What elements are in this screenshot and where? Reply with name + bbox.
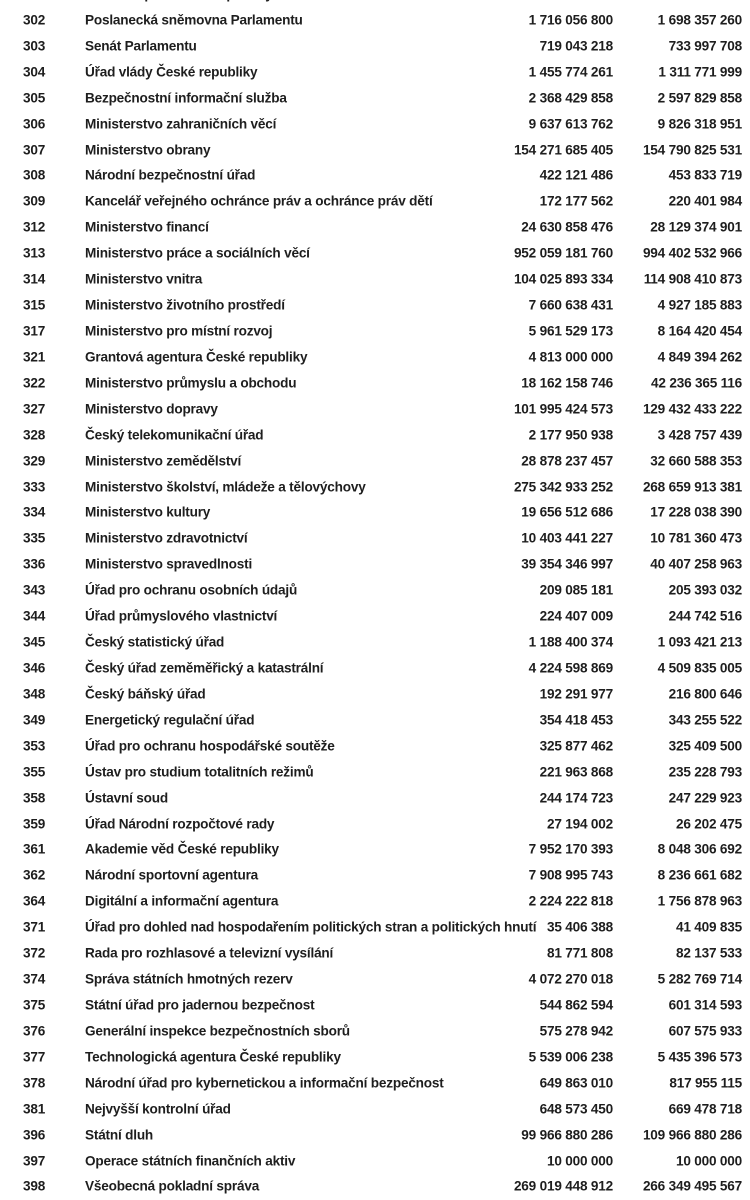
table-row [0,785,750,811]
chapter-number: 359 [23,816,46,832]
amount-column-1: 7 660 638 431 [528,297,613,313]
amount-column-1: 81 771 808 [546,945,613,961]
table-row [0,188,750,214]
organization-name: Národní sportovní agentura [85,867,259,883]
amount-column-2: 601 314 593 [668,997,742,1013]
chapter-number: 322 [23,375,46,391]
amount-column-1: 104 025 893 334 [513,271,613,287]
chapter-number: 345 [23,634,46,650]
amount-column-1: 1 455 774 261 [528,64,613,80]
organization-name: Poslanecká sněmovna Parlamentu [85,12,303,28]
amount-column-1: 952 059 181 760 [513,245,613,261]
table-row [0,655,750,681]
organization-name: Energetický regulační úřad [85,712,255,728]
amount-column-2: 817 955 115 [669,1075,742,1091]
amount-column-2: 268 659 913 381 [642,479,742,495]
amount-column-2: 4 509 835 005 [657,660,742,676]
chapter-number: 381 [23,1101,46,1117]
amount-column-2: 1 756 878 963 [657,893,742,909]
amount-column-2: 9 826 318 951 [657,116,742,132]
amount-column-2: 607 575 933 [668,1023,742,1039]
table-row [0,137,750,163]
organization-name: Úřad pro ochranu osobních údajů [85,582,298,598]
organization-name: Ministerstvo práce a sociálních věcí [85,245,310,261]
table-row [0,474,750,500]
amount-column-1: 39 354 346 997 [521,556,613,572]
chapter-number: 375 [23,997,46,1013]
organization-name: Národní bezpečnostní úřad [85,167,256,183]
amount-column-2: 10 000 000 [675,1153,742,1169]
chapter-number: 364 [23,893,46,909]
chapter-number: 397 [23,1153,46,1169]
amount-column-2: 1 698 357 260 [657,12,742,28]
table-row [0,500,750,526]
organization-name: Ministerstvo dopravy [85,401,218,417]
clipped-top-row [0,0,750,7]
organization-name: Grantová agentura České republiky [85,349,308,365]
amount-column-2: 343 255 522 [668,712,742,728]
organization-name: Úřad vlády České republiky [85,64,258,80]
amount-column-1: 4 813 000 000 [528,349,613,365]
table-row [0,759,750,785]
table-row [0,448,750,474]
amount-column-1: 2 368 429 858 [528,90,613,106]
amount-column-2: 40 407 258 963 [650,556,742,572]
organization-name: Operace státních finančních aktiv [85,1153,296,1169]
amount-column-2: 1 311 771 999 [658,64,742,80]
chapter-number: 355 [23,764,46,780]
amount-column-1: 172 177 562 [539,193,613,209]
table-row [0,888,750,914]
table-row [0,111,750,137]
chapter-number: 317 [23,323,46,339]
chapter-number: 344 [23,608,46,624]
organization-name: Ministerstvo pro místní rozvoj [85,323,273,339]
chapter-number: 358 [23,790,46,806]
amount-column-1: 354 418 453 [539,712,613,728]
amount-column-1: 28 878 237 457 [521,453,613,469]
organization-name: Rada pro rozhlasové a televizní vysílání [85,945,334,961]
amount-column-2: 114 908 410 873 [643,271,742,287]
table-row [0,318,750,344]
amount-column-2: 32 660 588 353 [650,453,742,469]
chapter-number: 378 [23,1075,46,1091]
chapter-number: 328 [23,427,46,443]
amount-column-2: 247 229 923 [668,790,742,806]
organization-name: Senát Parlamentu [85,38,197,54]
table-row [0,1044,750,1070]
organization-name: Úřad průmyslového vlastnictví [85,608,278,624]
amount-column-1: 244 174 723 [539,790,613,806]
organization-name: Úřad pro dohled nad hospodařením politických stran a politických hnutí [85,919,537,935]
organization-name: Ministerstvo spravedlnosti [85,556,253,572]
organization-name: Ústavní soud [85,790,168,806]
organization-name: Ústav pro studium totalitních režimů [85,764,314,780]
table-row [0,1096,750,1122]
chapter-number: 348 [23,686,46,702]
amount-column-1: 18 162 158 746 [521,375,613,391]
amount-column-2: 5 282 769 714 [657,971,742,987]
amount-column-2: 17 228 038 390 [650,504,742,520]
amount-column-2: 220 401 984 [668,193,742,209]
organization-name: Státní úřad pro jadernou bezpečnost [85,997,315,1013]
organization-name: Technologická agentura České republiky [85,1049,341,1065]
organization-name: Český telekomunikační úřad [85,427,264,443]
amount-column-2: 2 597 829 858 [657,90,742,106]
amount-column-1: 4 072 270 018 [528,971,613,987]
table-row [0,1148,750,1174]
chapter-number: 376 [23,1023,46,1039]
organization-name: Akademie věd České republiky [85,841,279,857]
clipped-row-amount2 [658,0,742,1]
table-row [0,163,750,189]
chapter-number: 333 [23,479,46,495]
table-row [0,344,750,370]
amount-column-2: 154 790 825 531 [642,142,742,158]
amount-column-2: 28 129 374 901 [650,219,742,235]
chapter-number: 309 [23,193,46,209]
table-row [0,7,750,33]
amount-column-1: 27 194 002 [546,816,613,832]
amount-column-1: 4 224 598 869 [528,660,613,676]
chapter-number: 396 [23,1127,46,1143]
organization-name: Ministerstvo zemědělství [85,453,242,469]
chapter-number: 321 [23,349,46,365]
table-row [0,577,750,603]
amount-column-1: 101 995 424 573 [513,401,613,417]
table-row [0,1070,750,1096]
table-row [0,914,750,940]
chapter-number: 302 [23,12,46,28]
organization-name: Ministerstvo obrany [85,142,211,158]
amount-column-2: 669 478 718 [668,1101,742,1117]
amount-column-1: 19 656 512 686 [521,504,613,520]
amount-column-1: 1 716 056 800 [528,12,613,28]
table-row [0,1018,750,1044]
amount-column-1: 7 908 995 743 [528,867,613,883]
amount-column-1: 325 877 462 [539,738,613,754]
table-row [0,707,750,733]
budget-table-rows [0,7,750,1199]
table-row [0,811,750,837]
amount-column-2: 216 800 646 [668,686,742,702]
table-row [0,629,750,655]
table-row [0,33,750,59]
amount-column-1: 221 963 868 [539,764,613,780]
amount-column-2: 26 202 475 [675,816,742,832]
organization-name: Český úřad zeměměřický a katastrální [85,660,324,676]
organization-name: Ministerstvo vnitra [85,271,203,287]
amount-column-2: 4 849 394 262 [657,349,742,365]
table-row [0,992,750,1018]
amount-column-2: 42 236 365 116 [651,375,742,391]
organization-name: Ministerstvo životního prostředí [85,297,285,313]
chapter-number: 353 [23,738,46,754]
amount-column-1: 2 177 950 938 [528,427,613,443]
table-row [0,603,750,629]
organization-name: Ministerstvo financí [85,219,209,235]
table-row [0,396,750,422]
amount-column-1: 192 291 977 [539,686,613,702]
table-row [0,422,750,448]
chapter-number: 314 [23,271,46,287]
amount-column-1: 5 961 529 173 [528,323,613,339]
amount-column-2: 4 927 185 883 [657,297,742,313]
amount-column-2: 109 966 880 286 [642,1127,742,1143]
organization-name: Všeobecná pokladní správa [85,1178,260,1194]
amount-column-2: 41 409 835 [675,919,742,935]
table-row [0,292,750,318]
organization-name: Nejvyšší kontrolní úřad [85,1101,231,1117]
chapter-number: 349 [23,712,46,728]
table-row [0,733,750,759]
chapter-number: 306 [23,116,46,132]
organization-name: Ministerstvo zdravotnictví [85,530,248,546]
chapter-number: 327 [23,401,46,417]
organization-name: Český statistický úřad [85,634,225,650]
chapter-number: 398 [23,1178,46,1194]
amount-column-1: 269 019 448 912 [513,1178,613,1194]
organization-name: Národní úřad pro kybernetickou a informační bezpečnost [85,1075,444,1091]
table-row [0,525,750,551]
chapter-number: 312 [23,219,46,235]
table-row [0,240,750,266]
amount-column-2: 453 833 719 [668,167,742,183]
chapter-number: 315 [23,297,46,313]
amount-column-2: 205 393 032 [668,582,742,598]
amount-column-2: 8 236 661 682 [657,867,742,883]
amount-column-2: 8 164 420 454 [657,323,742,339]
amount-column-2: 10 781 360 473 [650,530,742,546]
chapter-number: 343 [23,582,46,598]
table-row [0,837,750,863]
chapter-number: 304 [23,64,46,80]
chapter-number: 374 [23,971,46,987]
organization-name: Ministerstvo zahraničních věcí [85,116,277,132]
table-row [0,1122,750,1148]
amount-column-1: 24 630 858 476 [521,219,613,235]
amount-column-2: 3 428 757 439 [657,427,742,443]
organization-name: Ministerstvo kultury [85,504,211,520]
amount-column-1: 575 278 942 [539,1023,613,1039]
chapter-number: 372 [23,945,46,961]
amount-column-1: 224 407 009 [539,608,613,624]
organization-name: Úřad pro ochranu hospodářské soutěže [85,738,335,754]
organization-name: Digitální a informační agentura [85,893,279,909]
organization-name: Ministerstvo průmyslu a obchodu [85,375,297,391]
amount-column-2: 235 228 793 [668,764,742,780]
amount-column-1: 719 043 218 [539,38,613,54]
clipped-row-name [85,0,273,1]
clipped-row-amount1 [529,0,613,1]
chapter-number: 305 [23,90,46,106]
amount-column-1: 7 952 170 393 [528,841,613,857]
chapter-number: 308 [23,167,46,183]
table-row [0,940,750,966]
amount-column-1: 10 403 441 227 [521,530,613,546]
organization-name: Kancelář veřejného ochránce práv a ochránce práv dětí [85,193,433,209]
amount-column-2: 994 402 532 966 [642,245,742,261]
amount-column-1: 544 862 594 [539,997,613,1013]
amount-column-1: 154 271 685 405 [513,142,613,158]
table-row [0,370,750,396]
chapter-number: 303 [23,38,46,54]
chapter-number: 377 [23,1049,46,1065]
organization-name: Ministerstvo školství, mládeže a tělovýchovy [85,479,366,495]
table-row [0,85,750,111]
amount-column-1: 1 188 400 374 [528,634,613,650]
table-row [0,681,750,707]
table-row [0,551,750,577]
amount-column-2: 1 093 421 213 [657,634,742,650]
amount-column-2: 129 432 433 222 [642,401,742,417]
amount-column-1: 422 121 486 [539,167,613,183]
organization-name: Český báňský úřad [85,686,206,702]
table-row [0,59,750,85]
table-row [0,1173,750,1199]
amount-column-1: 99 966 880 286 [521,1127,613,1143]
amount-column-1: 275 342 933 252 [513,479,613,495]
amount-column-2: 82 137 533 [675,945,742,961]
amount-column-1: 35 406 388 [546,919,613,935]
organization-name: Bezpečnostní informační služba [85,90,287,106]
chapter-number: 334 [23,504,46,520]
table-row [0,966,750,992]
amount-column-1: 9 637 613 762 [528,116,613,132]
amount-column-1: 2 224 222 818 [528,893,613,909]
chapter-number: 307 [23,142,46,158]
chapter-number: 329 [23,453,46,469]
table-row [0,862,750,888]
amount-column-2: 733 997 708 [668,38,742,54]
chapter-number: 362 [23,867,46,883]
amount-column-1: 10 000 000 [546,1153,613,1169]
table-row [0,214,750,240]
amount-column-2: 244 742 516 [668,608,742,624]
table-row [0,266,750,292]
organization-name: Správa státních hmotných rezerv [85,971,293,987]
organization-name: Státní dluh [85,1127,154,1143]
amount-column-1: 209 085 181 [539,582,613,598]
chapter-number: 313 [23,245,46,261]
chapter-number: 371 [23,919,46,935]
amount-column-2: 325 409 500 [668,738,742,754]
organization-name: Generální inspekce bezpečnostních sborů [85,1023,350,1039]
amount-column-2: 8 048 306 692 [657,841,742,857]
chapter-number: 335 [23,530,46,546]
amount-column-1: 5 539 006 238 [528,1049,613,1065]
chapter-number: 346 [23,660,46,676]
chapter-number: 361 [23,841,46,857]
amount-column-2: 5 435 396 573 [657,1049,742,1065]
organization-name: Úřad Národní rozpočtové rady [85,816,275,832]
amount-column-1: 648 573 450 [539,1101,613,1117]
amount-column-1: 649 863 010 [539,1075,613,1091]
chapter-number: 336 [23,556,46,572]
amount-column-2: 266 349 495 567 [642,1178,742,1194]
